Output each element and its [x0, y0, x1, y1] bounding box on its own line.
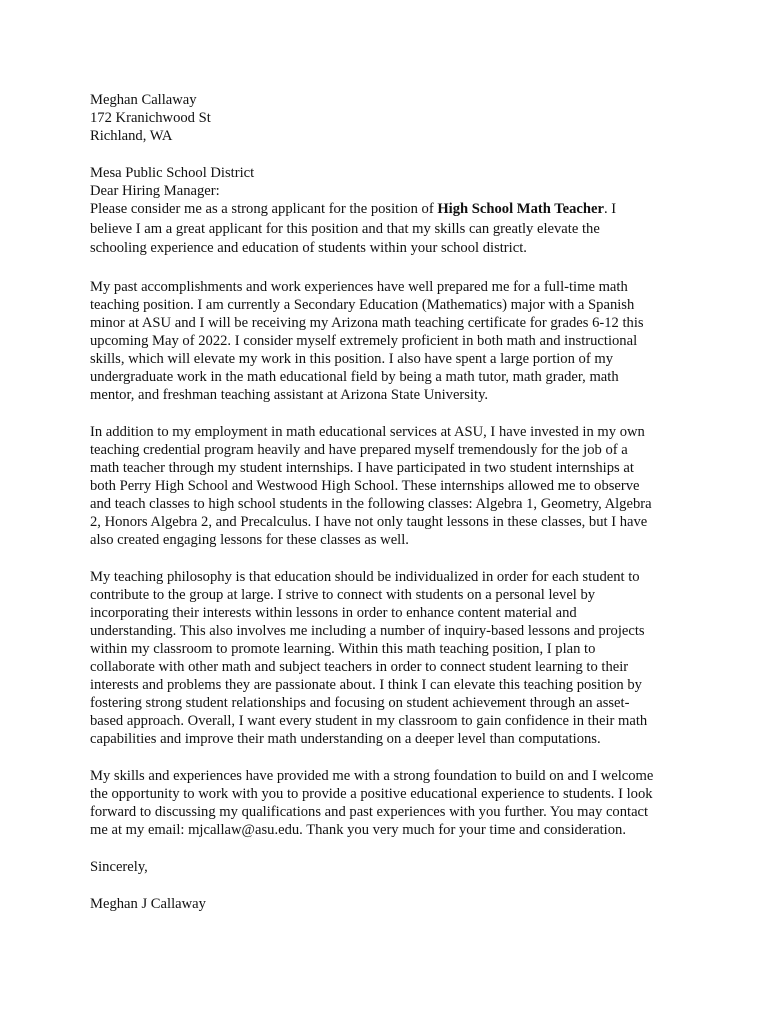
body-paragraph-4: [90, 767, 688, 839]
paragraph-line: incorporating their interests within lessons in order to enhance content material and: [90, 604, 577, 621]
paragraph-line: within my classroom to promote learning. Within this math teaching position, I plan to: [90, 640, 596, 657]
paragraph-line: interests and problems they are passionate about. I think I can elevate this teaching position by: [90, 676, 642, 693]
paragraph-line: based approach. Overall, I want every student in my classroom to gain confidence in their math: [90, 712, 648, 729]
paragraph-line: and teach classes to high school students in the following classes: Algebra 1, Geometry, Algebra: [90, 495, 652, 512]
body-paragraph-3: [90, 568, 688, 748]
cover-letter: [90, 91, 688, 913]
closing: Sincerely,: [90, 858, 148, 875]
paragraph-line: mentor, and freshman teaching assistant at Arizona State University.: [90, 386, 489, 403]
paragraph-line: teaching credential program heavily and have prepared myself tremendously for the job of a: [90, 441, 628, 458]
body-paragraph-2: [90, 423, 688, 549]
paragraph-line: me at my email: mjcallaw@asu.edu. Thank you very much for your time and consideration.: [90, 821, 626, 838]
recipient-block: [90, 164, 688, 200]
paragraph-line: fostering strong student relationships and focusing on student achievement through an asset-: [90, 694, 630, 711]
paragraph-line: 2, Honors Algebra 2, and Precalculus. I have not only taught lessons in these classes, but I have: [90, 513, 648, 530]
paragraph-line: upcoming May of 2022. I consider myself extremely proficient in both math and instructional: [90, 332, 638, 349]
intro-text-start: Please consider me as a strong applicant for the position of: [90, 201, 438, 217]
paragraph-line: the opportunity to work with you to provide a positive educational experience to students. I look: [90, 785, 653, 802]
paragraph-line: collaborate with other math and subject teachers in order to connect student learning to their: [90, 658, 629, 675]
intro-line-1: [90, 200, 688, 220]
paragraph-line: both Perry High School and Westwood High School. These internships allowed me to observe: [90, 477, 640, 494]
sender-street: 172 Kranichwood St: [90, 110, 211, 126]
paragraph-line: In addition to my employment in math educational services at ASU, I have invested in my own: [90, 423, 645, 440]
paragraph-line: math teacher through my student internships. I have participated in two student internships at: [90, 459, 634, 476]
paragraph-line: skills, which will elevate my work in this position. I also have spent a large portion of my: [90, 350, 613, 367]
paragraph-line: undergraduate work in the math educational field by being a math tutor, math grader, math: [90, 368, 619, 385]
recipient-organization: Mesa Public School District: [90, 165, 255, 181]
sender-name: Meghan Callaway: [90, 92, 197, 108]
paragraph-line: forward to discussing my qualifications and past experiences with you further. You may contact: [90, 803, 649, 820]
intro-paragraph: [90, 200, 688, 259]
position-title: High School Math Teacher: [437, 201, 604, 217]
salutation: Dear Hiring Manager:: [90, 183, 220, 199]
paragraph-line: teaching position. I am currently a Secondary Education (Mathematics) major with a Spanish: [90, 296, 635, 313]
signature: Meghan J Callaway: [90, 895, 206, 912]
sender-address: [90, 91, 688, 145]
intro-line-2: believe I am a great applicant for this position and that my skills can greatly elevate the: [90, 220, 600, 237]
paragraph-line: My past accomplishments and work experiences have well prepared me for a full-time math: [90, 278, 628, 295]
intro-line-3: schooling experience and education of students within your school district.: [90, 240, 527, 256]
paragraph-line: understanding. This also involves me including a number of inquiry-based lessons and projects: [90, 622, 645, 639]
paragraph-line: My teaching philosophy is that education should be individualized in order for each student to: [90, 568, 640, 585]
paragraph-line: also created engaging lessons for these classes as well.: [90, 531, 409, 548]
paragraph-line: minor at ASU and I will be receiving my Arizona math teaching certificate for grades 6-12 this: [90, 314, 644, 331]
sender-city: Richland, WA: [90, 128, 173, 144]
body-paragraph-1: [90, 278, 688, 404]
paragraph-line: My skills and experiences have provided me with a strong foundation to build on and I welcome: [90, 767, 654, 784]
paragraph-line: capabilities and improve their math understanding on a deeper level than computations.: [90, 730, 601, 747]
paragraph-line: contribute to the group at large. I strive to connect with students on a personal level by: [90, 586, 596, 603]
intro-text-end: . I: [603, 201, 617, 217]
